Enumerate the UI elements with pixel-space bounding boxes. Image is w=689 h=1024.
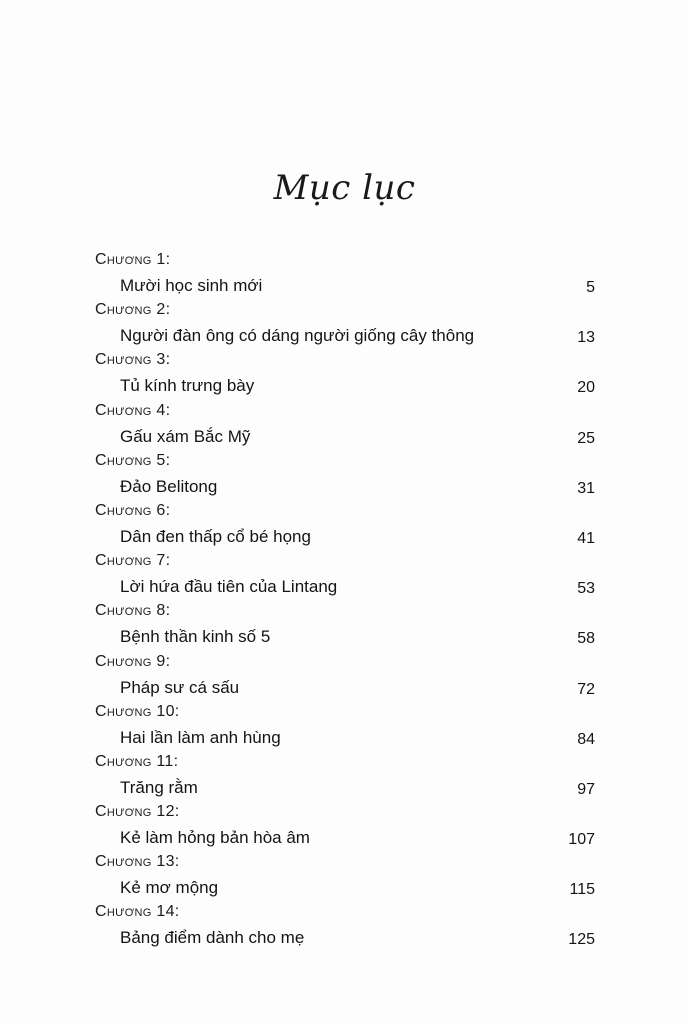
chapter-page-number: 97 bbox=[577, 780, 595, 798]
page-title: Mục lục bbox=[273, 168, 416, 208]
chapter-page-number: 53 bbox=[577, 580, 595, 598]
chapter-page-number: 31 bbox=[577, 479, 595, 497]
chapter-title: Bảng điểm dành cho mẹ bbox=[120, 928, 305, 948]
toc-entry bbox=[0, 752, 689, 802]
chapter-title: Dân đen thấp cổ bé họng bbox=[120, 526, 311, 546]
toc-entry bbox=[0, 802, 689, 852]
chapter-title: Bệnh thần kinh số 5 bbox=[120, 627, 271, 647]
chapter-page-number: 115 bbox=[569, 881, 595, 899]
chapter-page-number: 25 bbox=[577, 429, 595, 447]
chapter-title: Hai lần làm anh hùng bbox=[120, 727, 281, 747]
chapter-title: Mười học sinh mới bbox=[120, 276, 263, 295]
toc-entry bbox=[0, 451, 689, 501]
chapter-title: Gấu xám Bắc Mỹ bbox=[120, 426, 251, 446]
chapter-title: Tủ kính trưng bày bbox=[120, 376, 255, 396]
chapter-label: Chương 2: bbox=[95, 301, 171, 319]
toc-entry bbox=[0, 250, 689, 300]
chapter-label: Chương 14: bbox=[95, 903, 180, 921]
chapter-label: Chương 9: bbox=[95, 652, 171, 670]
chapter-page-number: 72 bbox=[577, 680, 595, 698]
toc-entry bbox=[0, 300, 689, 350]
toc-entry bbox=[0, 652, 689, 702]
chapter-title: Trăng rằm bbox=[120, 777, 198, 797]
chapter-label: Chương 5: bbox=[95, 451, 171, 469]
chapter-label: Chương 11: bbox=[95, 752, 179, 770]
chapter-page-number: 107 bbox=[568, 831, 595, 849]
chapter-label: Chương 4: bbox=[95, 401, 171, 419]
chapter-page-number: 84 bbox=[577, 730, 595, 748]
toc-entry bbox=[0, 350, 689, 400]
chapter-label: Chương 8: bbox=[95, 602, 171, 620]
chapter-title: Người đàn ông có dáng người giống cây thông bbox=[120, 326, 475, 346]
chapter-label: Chương 1: bbox=[95, 251, 171, 268]
chapter-title: Kẻ làm hỏng bản hòa âm bbox=[120, 828, 310, 848]
chapter-label: Chương 6: bbox=[95, 501, 171, 519]
chapter-title: Pháp sư cá sấu bbox=[120, 677, 240, 697]
chapter-page-number: 58 bbox=[577, 630, 595, 648]
toc-entry bbox=[0, 401, 689, 451]
chapter-page-number: 125 bbox=[568, 931, 595, 949]
toc-entry bbox=[0, 902, 689, 952]
chapter-label: Chương 10: bbox=[95, 702, 180, 720]
chapter-page-number: 20 bbox=[577, 379, 595, 397]
chapter-title: Lời hứa đầu tiên của Lintang bbox=[120, 577, 338, 597]
chapter-label: Chương 12: bbox=[95, 803, 180, 821]
toc-entry bbox=[0, 702, 689, 752]
chapter-label: Chương 3: bbox=[95, 351, 171, 369]
chapter-page-number: 41 bbox=[577, 529, 595, 547]
toc-entry bbox=[0, 601, 689, 651]
chapter-title: Kẻ mơ mộng bbox=[120, 878, 219, 898]
chapter-page-number: 5 bbox=[586, 279, 595, 296]
toc-entry bbox=[0, 501, 689, 551]
toc-entry bbox=[0, 852, 689, 902]
chapter-title: Đảo Belitong bbox=[120, 476, 218, 496]
toc-entry bbox=[0, 551, 689, 601]
table-of-contents bbox=[0, 250, 689, 953]
chapter-label: Chương 13: bbox=[95, 853, 180, 871]
chapter-label: Chương 7: bbox=[95, 552, 171, 570]
chapter-page-number: 13 bbox=[577, 329, 595, 347]
